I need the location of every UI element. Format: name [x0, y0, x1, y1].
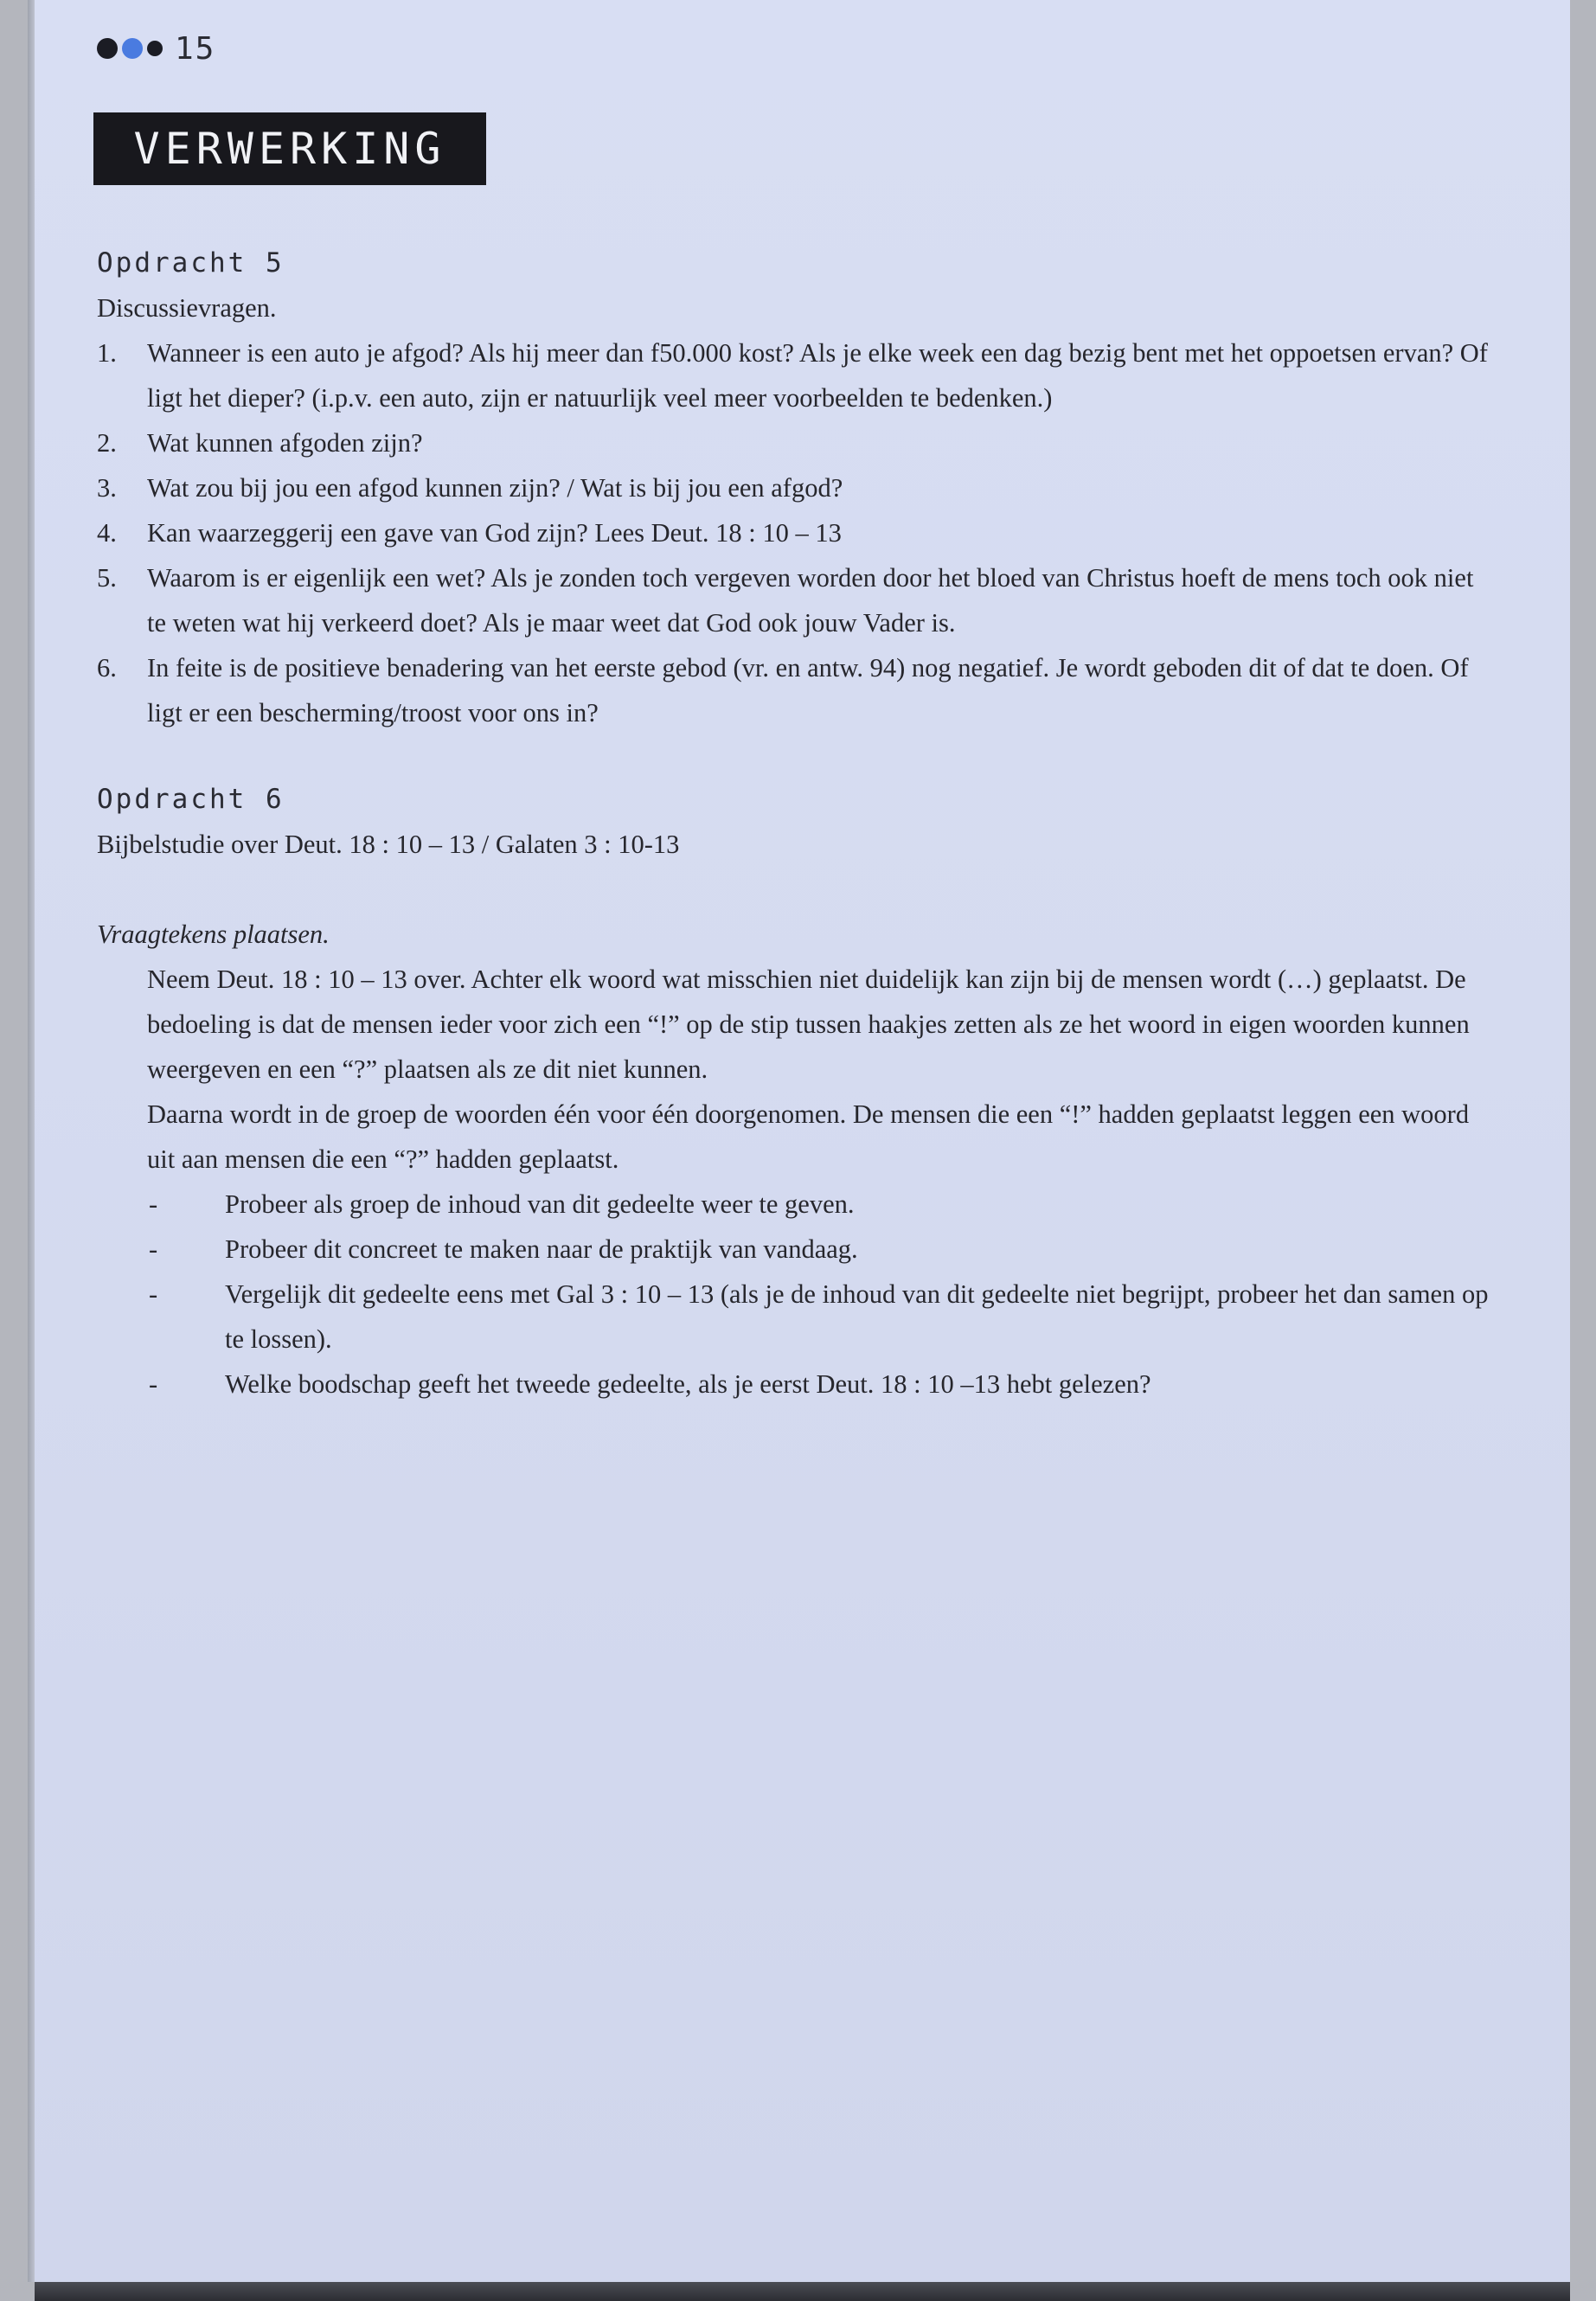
question-item	[97, 420, 1498, 465]
question-item	[97, 555, 1498, 645]
bullet-text: Probeer als groep de inhoud van dit gedeelte weer te geven.	[225, 1189, 855, 1219]
question-number: 2.	[97, 428, 117, 458]
list-item	[97, 1182, 1498, 1227]
exercise-title: Vraagtekens plaatsen.	[97, 920, 330, 949]
dot-icon	[97, 38, 118, 59]
section-title: VERWERKING	[133, 124, 446, 174]
assignment-6-subtitle: Bijbelstudie over Deut. 18 : 10 – 13 / Galaten 3 : 10-13	[97, 830, 680, 859]
bullet-dash: -	[149, 1189, 158, 1219]
assignment-5-subtitle: Discussievragen.	[97, 293, 277, 323]
dot-icon	[147, 41, 163, 56]
dot-icon	[122, 38, 143, 59]
question-number: 5.	[97, 563, 117, 593]
list-item	[97, 1227, 1498, 1272]
question-number: 4.	[97, 518, 117, 548]
page-header	[97, 29, 215, 67]
question-number: 3.	[97, 473, 117, 503]
question-item	[97, 330, 1498, 420]
question-text: Kan waarzeggerij een gave van God zijn? Lees Deut. 18 : 10 – 13	[147, 518, 842, 548]
page-bottom-edge	[35, 2282, 1570, 2301]
question-text: Wat zou bij jou een afgod kunnen zijn? / Wat is bij jou een afgod?	[147, 473, 843, 503]
question-text: Wat kunnen afgoden zijn?	[147, 428, 423, 458]
assignment-6-heading: Opdracht 6	[97, 784, 285, 815]
question-text: Wanneer is een auto je afgod? Als hij meer dan f50.000 kost? Als je elke week een dag bezig bent met het oppoetsen ervan? Of ligt het dieper? (i.p.v. een auto, zijn er natuurlijk veel meer voorbeelden te bedenken.)	[147, 338, 1488, 413]
question-item	[97, 645, 1498, 735]
bullet-dash: -	[149, 1369, 158, 1399]
instruction-paragraph: Neem Deut. 18 : 10 – 13 over. Achter elk woord wat misschien niet duidelijk kan zijn bij de mensen wordt (…) geplaatst. De bedoeling is dat de mensen ieder voor zich een “!” op de stip tussen haakjes zetten als ze het woord in eigen woorden kunnen weergeven en een “?” plaatsen als ze dit niet kunnen.	[147, 965, 1470, 1084]
assignment-5-heading: Opdracht 5	[97, 247, 285, 279]
bullet-text: Probeer dit concreet te maken naar de praktijk van vandaag.	[225, 1234, 858, 1264]
discussion-questions	[97, 330, 1498, 735]
list-item	[97, 1362, 1498, 1407]
exercise-bullets	[97, 1182, 1498, 1407]
question-item	[97, 465, 1498, 510]
list-item	[97, 1272, 1498, 1362]
bullet-text: Vergelijk dit gedeelte eens met Gal 3 : 10 – 13 (als je de inhoud van dit gedeelte niet begrijpt, probeer het dan samen op te lossen).	[225, 1279, 1489, 1354]
instruction-paragraph: Daarna wordt in de groep de woorden één voor één doorgenomen. De mensen die een “!” hadden geplaatst leggen een woord uit aan mensen die een “?” hadden geplaatst.	[147, 1099, 1470, 1174]
spacer	[97, 735, 1498, 777]
question-text: In feite is de positieve benadering van het eerste gebod (vr. en antw. 94) nog negatief. Je wordt geboden dit of dat te doen. Of ligt er een bescherming/troost voor ons in?	[147, 653, 1469, 727]
bullet-text: Welke boodschap geeft het tweede gedeelte, als je eerst Deut. 18 : 10 –13 hebt gelezen?	[225, 1369, 1151, 1399]
question-item	[97, 510, 1498, 555]
page-number: 15	[175, 30, 216, 67]
page-content	[97, 240, 1498, 1407]
bullet-dash: -	[149, 1234, 158, 1264]
question-number: 6.	[97, 653, 117, 683]
section-title-banner	[93, 112, 486, 185]
question-text: Waarom is er eigenlijk een wet? Als je zonden toch vergeven worden door het bloed van Christus hoeft de mens toch ook niet te weten wat hij verkeerd doet? Als je maar weet dat God ook jouw Vader is.	[147, 563, 1474, 638]
question-number: 1.	[97, 338, 117, 368]
spacer	[97, 867, 1498, 912]
bullet-dash: -	[149, 1279, 158, 1309]
